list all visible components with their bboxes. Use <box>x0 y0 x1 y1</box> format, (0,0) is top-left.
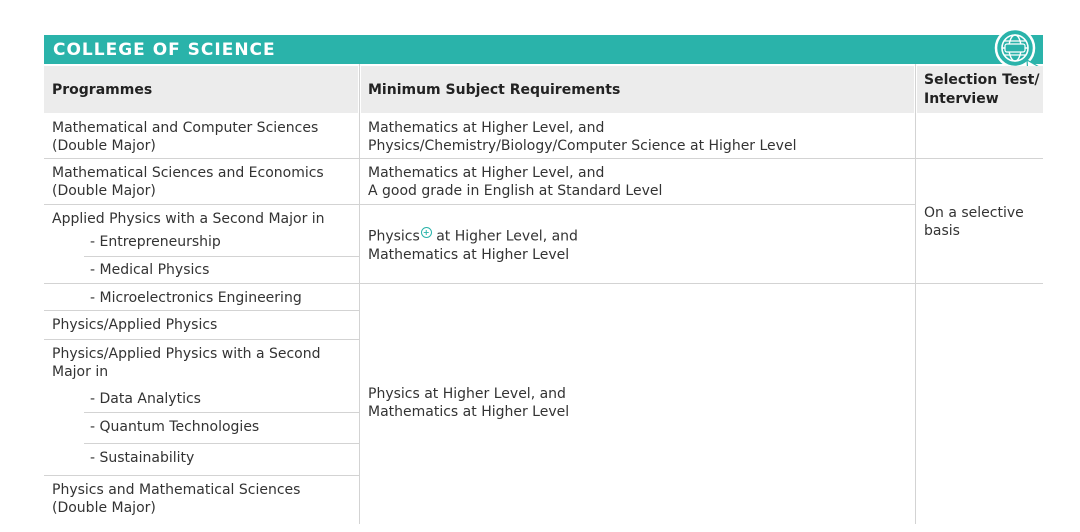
programme-note: (Double Major) <box>52 500 156 516</box>
row-divider <box>44 158 1043 159</box>
programme-sub-item: - Entrepreneurship <box>90 234 221 250</box>
programme-cell <box>52 481 300 517</box>
header-selection-line1: Selection Test/ <box>924 72 1040 88</box>
programme-name: Applied Physics with a Second Major in <box>52 211 325 227</box>
requirement-cell <box>368 385 569 421</box>
requirement-line: Mathematics at Higher Level <box>368 404 570 420</box>
programme-name: Physics/Applied Physics with a Second <box>52 346 321 362</box>
row-divider <box>84 443 359 444</box>
programme-note: (Double Major) <box>52 138 156 154</box>
requirement-line <box>368 227 578 246</box>
programme-cell <box>52 345 321 381</box>
row-divider <box>44 204 916 205</box>
requirement-line: Physics/Chemistry/Biology/Computer Science at Higher Level <box>368 138 797 154</box>
requirement-line: Mathematics at Higher Level, and <box>368 165 605 181</box>
requirement-line: A good grade in English at Standard Level <box>368 183 663 199</box>
header-programmes-label: Programmes <box>52 82 153 98</box>
requirement-line: Mathematics at Higher Level, and <box>368 120 605 136</box>
row-divider <box>44 310 359 311</box>
column-divider <box>915 64 916 524</box>
row-divider <box>44 339 359 340</box>
requirement-cell <box>368 227 578 264</box>
programme-sub-item: - Quantum Technologies <box>90 419 260 435</box>
programme-name: Mathematical and Computer Sciences <box>52 120 319 136</box>
programme-note: Major in <box>52 364 109 380</box>
programme-sub-item: - Data Analytics <box>90 391 201 407</box>
row-divider <box>84 412 359 413</box>
requirement-prefix: Physics <box>368 228 420 245</box>
column-divider <box>359 64 360 524</box>
row-divider <box>44 283 1043 284</box>
section-banner <box>44 35 1043 64</box>
programme-sub-item: - Sustainability <box>90 450 195 466</box>
programme-cell <box>52 119 318 155</box>
programme-sub-item: - Medical Physics <box>90 262 210 278</box>
requirement-cell <box>368 119 796 155</box>
header-selection-line2: Interview <box>924 91 999 107</box>
requirement-line: Mathematics at Higher Level <box>368 246 570 263</box>
selection-line: On a selective <box>924 205 1024 221</box>
header-selection <box>917 66 1043 113</box>
header-programmes <box>44 66 358 113</box>
programme-note: (Double Major) <box>52 183 156 199</box>
programme-name: Physics and Mathematical Sciences <box>52 482 301 498</box>
requirement-suffix: at Higher Level, and <box>431 228 578 245</box>
selection-line: basis <box>924 223 960 239</box>
header-requirements <box>361 66 914 113</box>
requirement-cell <box>368 164 662 200</box>
programme-sub-item: - Microelectronics Engineering <box>90 290 302 306</box>
row-divider <box>84 256 359 257</box>
row-divider <box>44 475 359 476</box>
header-requirements-label: Minimum Subject Requirements <box>368 82 621 98</box>
programme-cell <box>52 164 324 200</box>
section-title: COLLEGE OF SCIENCE <box>53 40 276 60</box>
selection-cell <box>924 204 1024 240</box>
requirement-line: Physics at Higher Level, and <box>368 386 566 402</box>
circled-plus-icon: + <box>421 227 432 238</box>
programme-name: Mathematical Sciences and Economics <box>52 165 324 181</box>
programme-name: Physics/Applied Physics <box>52 317 218 333</box>
